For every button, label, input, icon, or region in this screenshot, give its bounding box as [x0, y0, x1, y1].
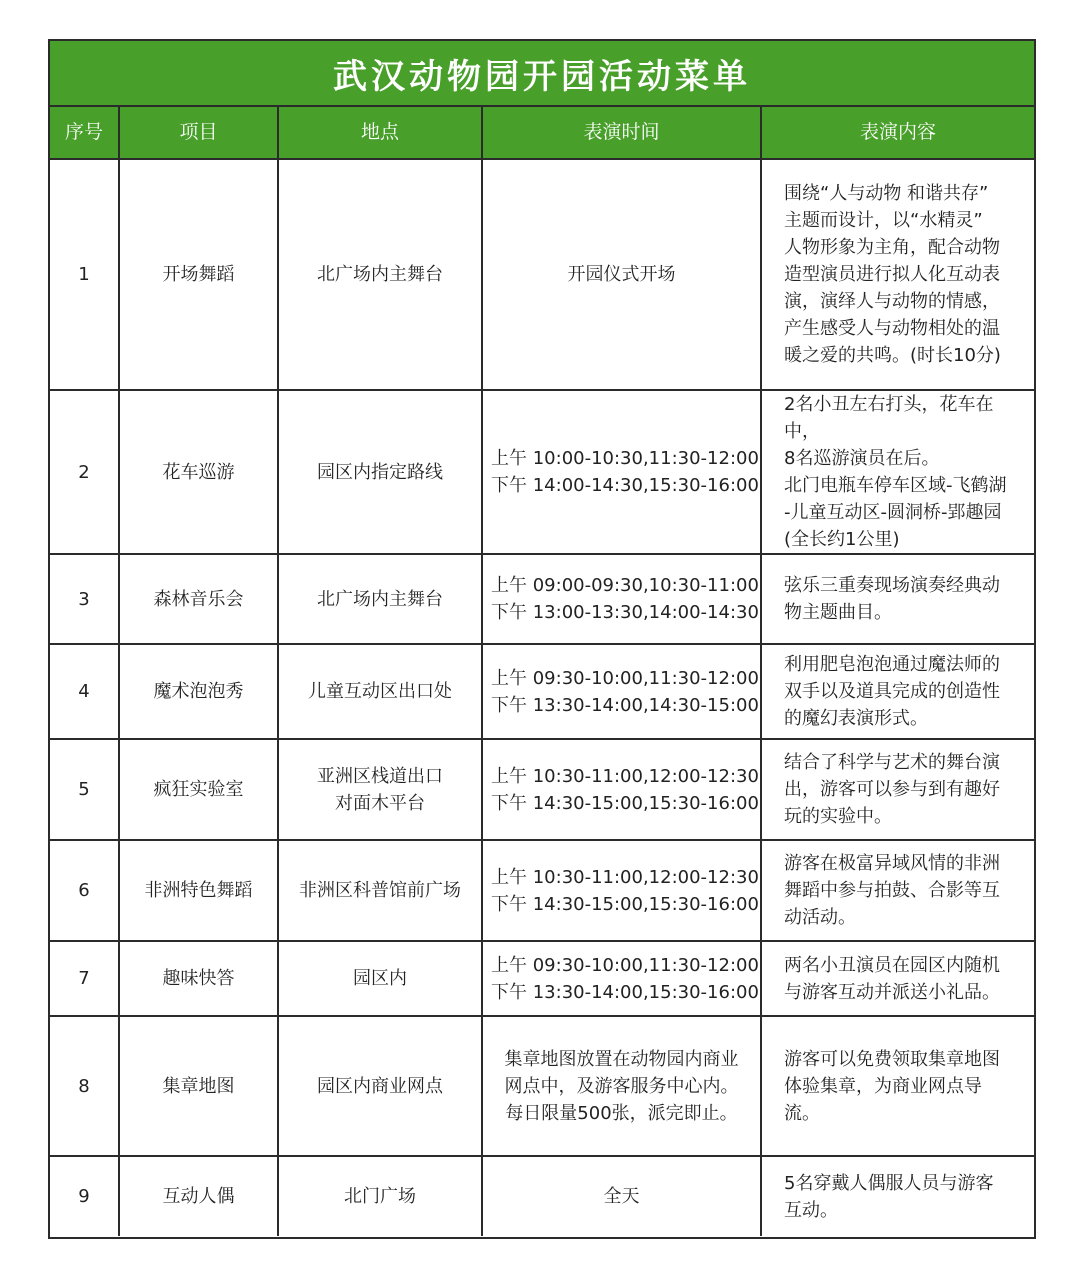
- table-row: [50, 390, 1034, 554]
- cell-content: [761, 390, 1034, 554]
- cell-location: [278, 644, 482, 739]
- cell-item: 花车巡游: [119, 390, 278, 554]
- cell-time: [482, 554, 761, 644]
- content-line: 暖之爱的共鸣。(时长10分): [784, 345, 1001, 366]
- content-line: 产生感受人与动物相处的温: [784, 318, 1000, 339]
- content-line: 利用肥皂泡泡通过魔法师的: [784, 654, 1000, 675]
- header-time: 表演时间: [482, 107, 761, 159]
- time-line: 下午 13:30-14:00,15:30-16:00: [491, 981, 759, 1003]
- header-item: 项目: [119, 107, 278, 159]
- cell-time: [482, 1156, 761, 1236]
- content-line: 造型演员进行拟人化互动表: [784, 264, 1000, 285]
- location-line: 亚洲区栈道出口: [317, 765, 443, 787]
- location-line: 北广场内主舞台: [317, 588, 443, 610]
- page-title: 武汉动物园开园活动菜单: [50, 41, 1034, 107]
- cell-item: 互动人偶: [119, 1156, 278, 1236]
- activity-table: [50, 107, 1034, 1236]
- time-line: 上午 09:00-09:30,10:30-11:00: [491, 575, 759, 596]
- time-line: 上午 09:30-10:00,11:30-12:00: [491, 667, 759, 689]
- content-line: 演，演绎人与动物的情感，: [784, 291, 1000, 312]
- cell-time: [482, 840, 761, 941]
- cell-time: [482, 159, 761, 390]
- location-line: 非洲区科普馆前广场: [299, 880, 461, 901]
- content-line: 主题而设计，以“水精灵”: [784, 210, 983, 231]
- content-line: 的魔幻表演形式。: [784, 708, 928, 729]
- cell-no: 5: [50, 739, 119, 840]
- content-line: 游客在极富异域风情的非洲: [784, 853, 1000, 874]
- time-line: 上午 10:30-11:00,12:00-12:30: [491, 866, 759, 888]
- table-row: [50, 1156, 1034, 1236]
- cell-no: 8: [50, 1016, 119, 1156]
- cell-location: [278, 739, 482, 840]
- cell-no: 1: [50, 159, 119, 390]
- cell-item: 趣味快答: [119, 941, 278, 1016]
- time-line: 上午 10:30-11:00,12:00-12:30: [491, 765, 759, 787]
- location-line: 园区内指定路线: [317, 461, 443, 483]
- cell-location: [278, 390, 482, 554]
- time-line: 下午 13:00-13:30,14:00-14:30: [491, 602, 759, 623]
- table-body: [50, 159, 1034, 1236]
- cell-no: 3: [50, 554, 119, 644]
- cell-time: [482, 644, 761, 739]
- cell-no: 6: [50, 840, 119, 941]
- cell-location: [278, 840, 482, 941]
- table-row: [50, 840, 1034, 941]
- content-line: 舞蹈中参与拍鼓、合影等互: [784, 880, 1000, 901]
- time-line: 下午 13:30-14:00,14:30-15:00: [491, 694, 759, 716]
- time-line: 上午 09:30-10:00,11:30-12:00: [491, 954, 759, 976]
- cell-item: 集章地图: [119, 1016, 278, 1156]
- content-line: 北门电瓶车停车区域-飞鹤湖: [784, 475, 1007, 496]
- time-line: 集章地图放置在动物园内商业: [504, 1048, 739, 1070]
- time-line: 下午 14:00-14:30,15:30-16:00: [491, 475, 759, 496]
- cell-content: [761, 840, 1034, 941]
- content-line: 人物形象为主角，配合动物: [784, 237, 1000, 258]
- content-line: 与游客互动并派送小礼品。: [784, 981, 1000, 1003]
- content-line: 围绕“人与动物 和谐共存”: [784, 183, 989, 204]
- content-line: -儿童互动区-圆洞桥-郢趣园: [784, 502, 1002, 523]
- location-line: 儿童互动区出口处: [308, 681, 452, 702]
- cell-item: 森林音乐会: [119, 554, 278, 644]
- location-line: 北门广场: [344, 1186, 416, 1207]
- content-line: 互动。: [784, 1199, 838, 1221]
- content-line: 2名小丑左右打头，花车在中，: [784, 394, 994, 442]
- cell-content: [761, 554, 1034, 644]
- time-line: 下午 14:30-15:00,15:30-16:00: [491, 893, 759, 915]
- cell-content: [761, 159, 1034, 390]
- cell-no: 2: [50, 390, 119, 554]
- cell-item: 魔术泡泡秀: [119, 644, 278, 739]
- location-line: 北广场内主舞台: [317, 264, 443, 285]
- cell-content: [761, 644, 1034, 739]
- cell-item: 非洲特色舞蹈: [119, 840, 278, 941]
- cell-no: 7: [50, 941, 119, 1016]
- cell-location: [278, 1156, 482, 1236]
- header-content: 表演内容: [761, 107, 1034, 159]
- header-location: 地点: [278, 107, 482, 159]
- table-row: [50, 1016, 1034, 1156]
- content-line: 双手以及道具完成的创造性: [784, 681, 1000, 702]
- table-header: [50, 107, 1034, 159]
- cell-time: [482, 1016, 761, 1156]
- location-line: 对面木平台: [335, 792, 425, 814]
- cell-time: [482, 739, 761, 840]
- location-line: 园区内商业网点: [317, 1075, 443, 1097]
- content-line: 结合了科学与艺术的舞台演: [784, 752, 1000, 773]
- cell-content: [761, 739, 1034, 840]
- cell-no: 9: [50, 1156, 119, 1236]
- cell-location: [278, 159, 482, 390]
- cell-location: [278, 1016, 482, 1156]
- table-row: [50, 554, 1034, 644]
- content-line: 物主题曲目。: [784, 602, 892, 623]
- cell-no: 4: [50, 644, 119, 739]
- header-row: [50, 107, 1034, 159]
- table-row: [50, 941, 1034, 1016]
- content-line: 游客可以免费领取集章地图: [784, 1048, 1000, 1070]
- content-line: 出，游客可以参与到有趣好: [784, 779, 1000, 800]
- cell-item: 开场舞蹈: [119, 159, 278, 390]
- time-line: 开园仪式开场: [567, 264, 676, 285]
- location-line: 园区内: [353, 968, 407, 989]
- table-row: [50, 644, 1034, 739]
- cell-content: [761, 941, 1034, 1016]
- time-line: 下午 14:30-15:00,15:30-16:00: [491, 792, 759, 814]
- cell-content: [761, 1156, 1034, 1236]
- cell-time: [482, 941, 761, 1016]
- time-line: 网点中，及游客服务中心内。: [504, 1075, 739, 1097]
- content-line: 动活动。: [784, 907, 856, 928]
- activity-menu-sheet: [48, 39, 1036, 1239]
- time-line: 全天: [603, 1186, 640, 1207]
- cell-content: [761, 1016, 1034, 1156]
- content-line: (全长约1公里): [784, 529, 900, 550]
- content-line: 两名小丑演员在园区内随机: [784, 954, 1000, 976]
- content-line: 5名穿戴人偶服人员与游客: [784, 1172, 994, 1194]
- time-line: 每日限量500张，派完即止。: [505, 1102, 738, 1124]
- cell-location: [278, 554, 482, 644]
- content-line: 体验集章，为商业网点导流。: [784, 1075, 982, 1124]
- content-line: 8名巡游演员在后。: [784, 448, 940, 469]
- header-no: 序号: [50, 107, 119, 159]
- cell-time: [482, 390, 761, 554]
- content-line: 玩的实验中。: [784, 806, 892, 827]
- cell-location: [278, 941, 482, 1016]
- cell-item: 疯狂实验室: [119, 739, 278, 840]
- table-row: [50, 739, 1034, 840]
- content-line: 弦乐三重奏现场演奏经典动: [784, 575, 1000, 596]
- table-row: [50, 159, 1034, 390]
- time-line: 上午 10:00-10:30,11:30-12:00: [491, 448, 759, 469]
